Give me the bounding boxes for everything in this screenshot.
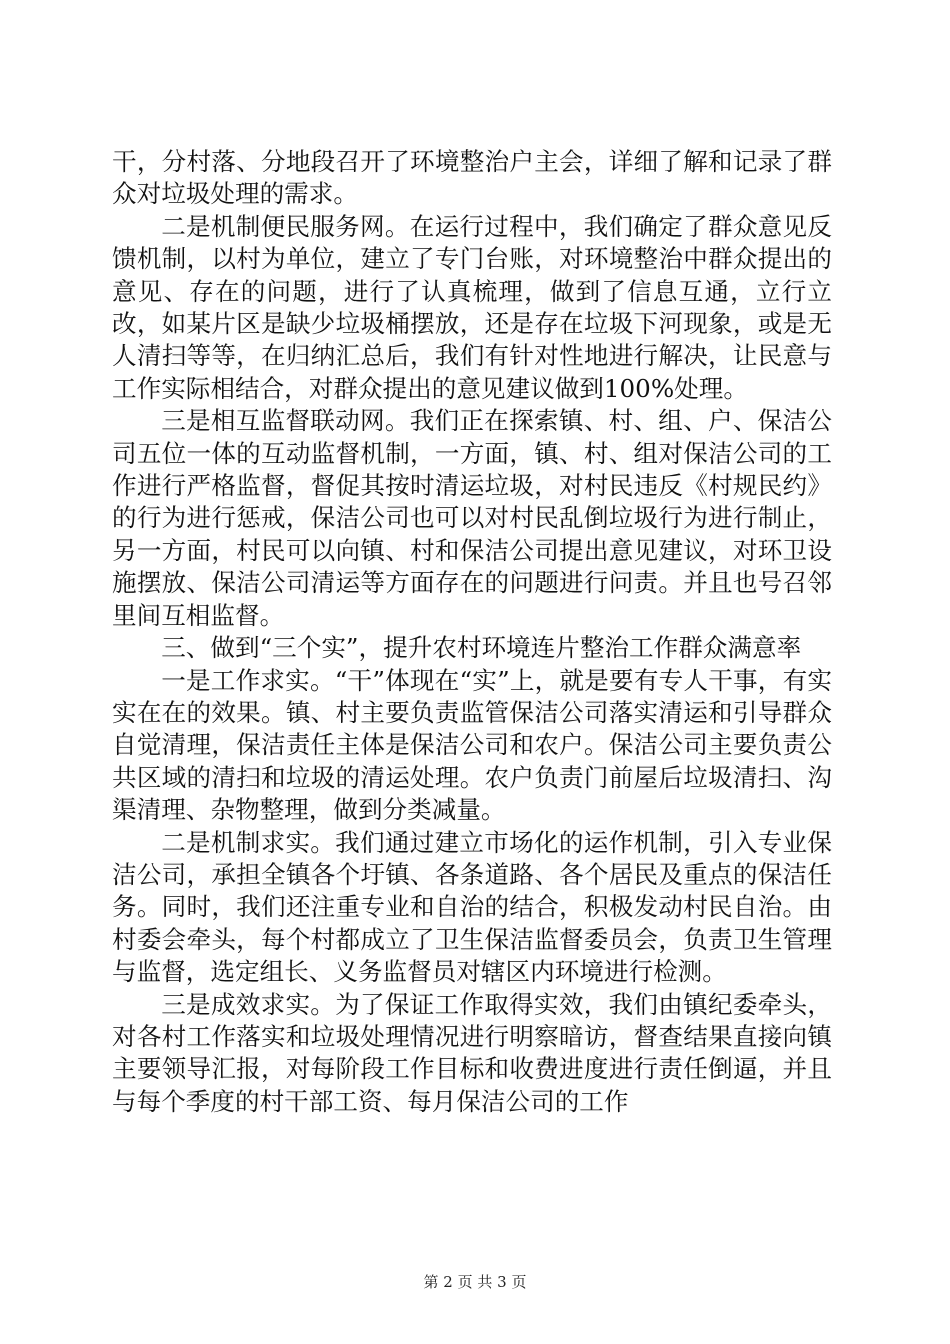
page-number-footer: 第 2 页 共 3 页 <box>423 1273 527 1291</box>
paragraph-3: 三是相互监督联动网。我们正在探索镇、村、组、户、保洁公司五位一体的互动监督机制，一方面，镇、村、组对保洁公司的工作进行严格监督，督促其按时清运垃圾，对村民违反《村规民约》的行为进行惩戒，保洁公司也可以对村民乱倒垃圾行为进行制止，另一方面，村民可以向镇、村和保洁公司提出意见建议，对环卫设施摆放、保洁公司清运等方面存在的问题进行问责。并且也号召邻里间互相监督。 <box>112 406 832 630</box>
paragraph-2: 二是机制便民服务网。在运行过程中，我们确定了群众意见反馈机制，以村为单位，建立了专门台账，对环境整治中群众提出的意见、存在的问题，进行了认真梳理，做到了信息互通，立行立改，如某片区是缺少垃圾桶摆放，还是存在垃圾下河现象，或是无人清扫等等，在归纳汇总后，我们有针对性地进行解决，让民意与工作实际相结合，对群众提出的意见建议做到100%处理。 <box>112 211 832 403</box>
paragraph-1: 干，分村落、分地段召开了环境整治户主会，详细了解和记录了群众对垃圾处理的需求。 <box>112 147 832 209</box>
section-heading-3: 三、做到“三个实”，提升农村环境连片整治工作群众满意率 <box>161 633 802 663</box>
document-body <box>112 146 832 1118</box>
paragraph-7: 三是成效求实。为了保证工作取得实效，我们由镇纪委牵头，对各村工作落实和垃圾处理情况进行明察暗访，督查结果直接向镇主要领导汇报，对每阶段工作目标和收费进度进行责任倒逼，并且与每个季度的村干部工资、每月保洁公司的工作 <box>112 989 832 1116</box>
paragraph-6: 二是机制求实。我们通过建立市场化的运作机制，引入专业保洁公司，承担全镇各个圩镇、各条道路、各个居民及重点的保洁任务。同时，我们还注重专业和自治的结合，积极发动村民自治。由村委会牵头，每个村都成立了卫生保洁监督委员会，负责卫生管理与监督，选定组长、义务监督员对辖区内环境进行检测。 <box>112 827 832 987</box>
paragraph-5: 一是工作求实。“干”体现在“实”上，就是要有专人干事，有实实在在的效果。镇、村主要负责监管保洁公司落实清运和引导群众自觉清理，保洁责任主体是保洁公司和农户。保洁公司主要负责公共区域的清扫和垃圾的清运处理。农户负责门前屋后垃圾清扫、沟渠清理、杂物整理，做到分类减量。 <box>112 665 832 825</box>
